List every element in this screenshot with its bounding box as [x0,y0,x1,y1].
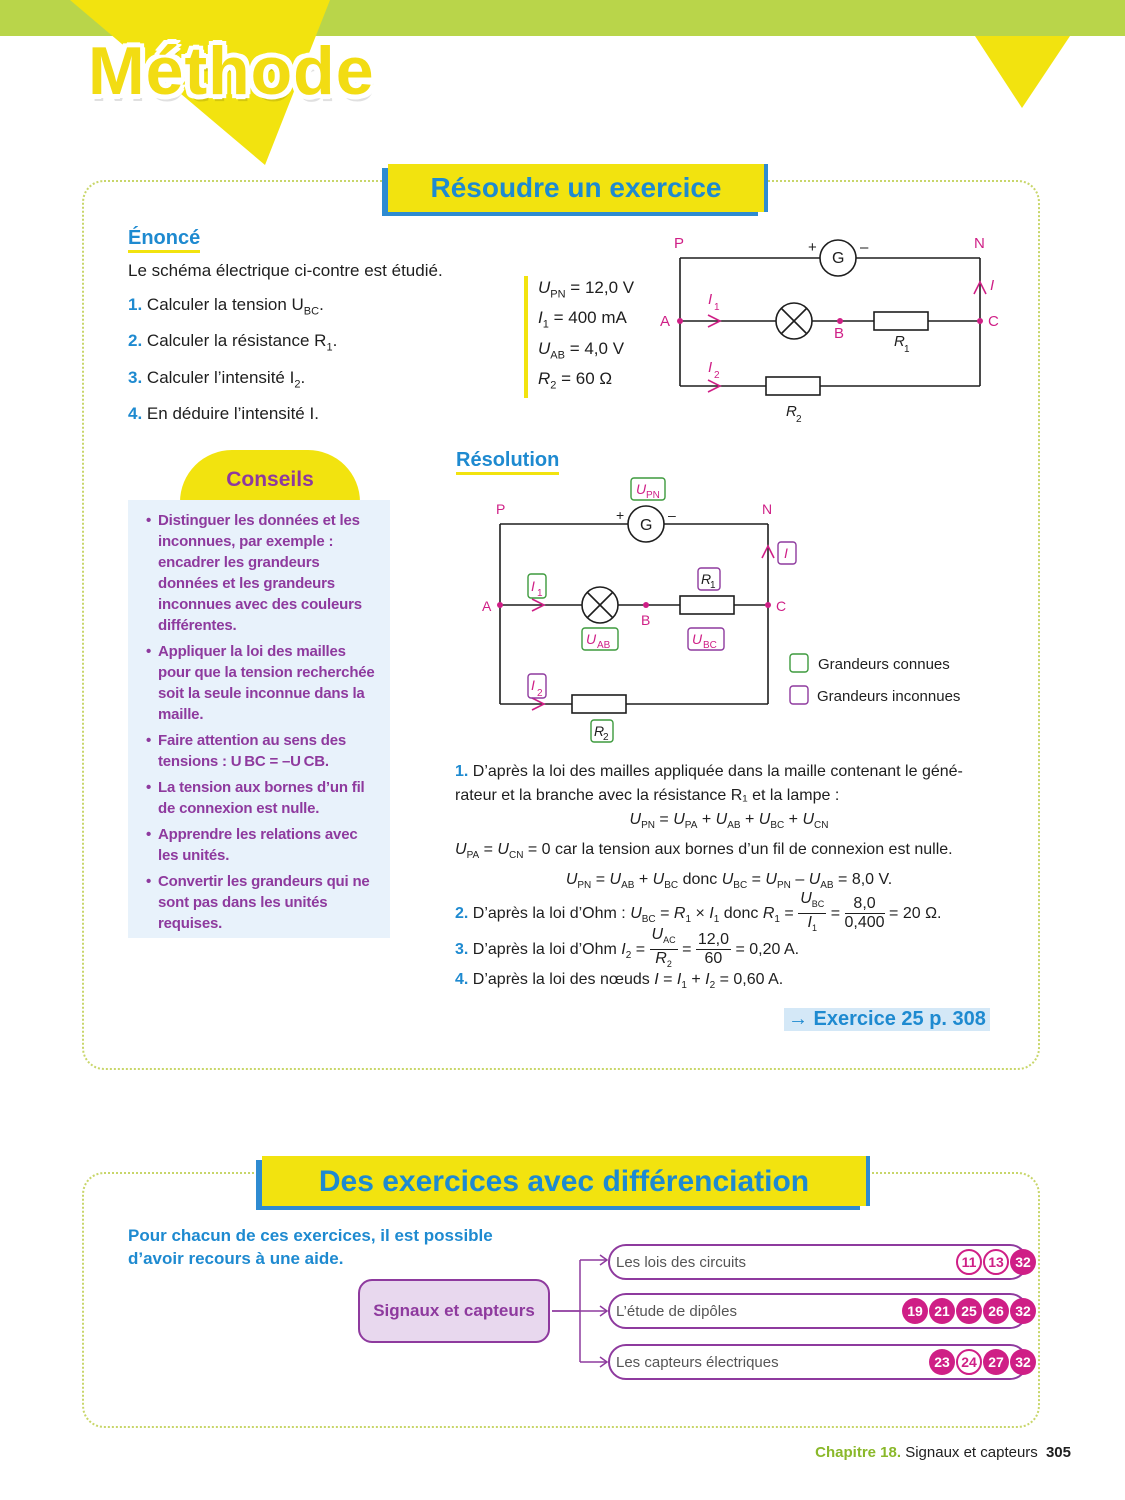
question-list [128,290,337,429]
exercise-badge[interactable]: 21 [929,1298,955,1324]
question-4: 4. En déduire l’intensité I. [128,404,319,424]
page-title: Méthode [88,33,375,109]
branch-label: Les lois des circuits [616,1254,747,1271]
exercise-badge[interactable]: 11 [956,1249,982,1275]
svg-text:1: 1 [710,580,716,591]
conseil-item: • Appliquer la loi des mailles pour que la tension recherchée soit la seule inconnue dans la maille. [158,641,376,725]
data-i1: $I_1 = 400$ mA [538,308,627,331]
page-footer [815,1444,1071,1461]
exercise-badge[interactable]: 24 [956,1349,982,1375]
branch-lois-circuits[interactable] [608,1244,1031,1280]
exercise-badge[interactable]: 19 [902,1298,928,1324]
svg-text:Grandeurs inconnues: Grandeurs inconnues [817,688,961,705]
exercise-badge[interactable]: 26 [983,1298,1009,1324]
conseils-heading: Conseils [180,450,360,502]
section-banner-differenciation [262,1156,866,1206]
svg-text:N: N [762,501,773,517]
svg-text:R: R [701,571,712,587]
branch-etude-dipoles[interactable] [608,1293,1031,1329]
svg-text:+: + [808,239,817,256]
svg-text:–: – [860,239,869,256]
conseil-item: • Apprendre les relations avec les unités. [158,824,376,866]
exercise-badge[interactable]: 27 [983,1349,1009,1375]
question-2: 2. Calculer la résistance $R_1$. [128,331,338,354]
enonce-intro: Le schéma électrique ci-contre est étudié. [128,261,443,280]
svg-text:I: I [708,359,713,376]
section-title: Résoudre un exercice [430,172,722,203]
svg-text:R: R [594,723,605,739]
page-number: 305 [1045,1444,1071,1461]
svg-text:I: I [990,277,995,294]
svg-text:–: – [668,507,676,523]
exercise-badge[interactable]: 32 [1010,1298,1036,1324]
conseil-item: • La tension aux bornes d’un fil de connexion est nulle. [158,777,376,819]
enonce-heading: Énoncé [128,226,200,253]
circuit-diagram-resolution [470,474,1010,754]
exercise-link[interactable]: → Exercice 25 p. 308 [784,1008,990,1031]
exercise-badge[interactable]: 32 [1010,1349,1036,1375]
svg-text:I: I [531,677,535,693]
branch-label: L’étude de dipôles [616,1303,737,1320]
exercise-badge[interactable]: 25 [956,1298,982,1324]
differenciation-intro: Pour chacun de ces exercices, il est possible d’avoir recours à une aide. [128,1226,493,1268]
svg-text:1: 1 [904,344,910,355]
badge-group [955,1249,1036,1275]
svg-text:G: G [640,517,653,534]
svg-text:1: 1 [537,588,543,599]
resolution-heading: Résolution [456,448,559,475]
step1-eq2: $U_{PA} = U_{CN} = 0$ car la tension aux bornes d’un fil de connexion est nulle. [455,841,953,862]
conseil-item: • Faire attention au sens des tensions : U BC = –U CB. [158,730,376,772]
svg-text:2: 2 [603,732,609,743]
conseils-box [128,500,390,938]
svg-text:2: 2 [796,414,802,425]
question-1: 1. Calculer la tension $U_{BC}$. [128,295,324,318]
svg-text:A: A [482,598,492,614]
step-3: 3. D’après la loi d’Ohm $I_2$ = $U_{AC}$ $R_2$ = $\frac{12,0}{60}$ = 0,20 A. [455,926,800,970]
svg-text:U: U [636,481,647,497]
step1-eq1: $U_{PN} = U_{PA} + U_{AB} + U_{BC} + U_{CN}$ [629,811,829,832]
question-3: 3. Calculer l’intensité $I_2$. [128,367,306,391]
conseil-item: • Distinguer les données et les inconnues, par exemple : encadrer les grandeurs données et les grandeurs inconnues avec des couleurs différentes. [158,510,376,636]
badge-group [928,1349,1036,1375]
svg-text:B: B [641,612,651,628]
data-r2: $R_2 = 60$ Ω [538,369,613,392]
section-banner-resoudre [388,164,764,212]
svg-text:P: P [496,501,506,517]
svg-text:P: P [674,235,685,252]
exercise-badge[interactable]: 32 [1010,1249,1036,1275]
svg-text:Grandeurs connues: Grandeurs connues [818,656,950,673]
svg-text:U: U [692,631,703,647]
exercise-badge[interactable]: 23 [929,1349,955,1375]
svg-text:I: I [708,291,713,308]
svg-text:A: A [660,313,671,330]
footer-chapter: Chapitre 18. [815,1444,902,1461]
tree-root: Signaux et capteurs [358,1279,550,1343]
svg-text:R: R [786,403,797,420]
data-upn: $U_{PN} = 12,0$ V [538,278,635,301]
svg-text:C: C [776,598,787,614]
svg-text:R: R [894,333,905,350]
given-data [524,276,671,398]
step-2: 2. D’après la loi d’Ohm : $U_{BC} = R_1 \times I_1$ donc $R_1$ = $U_{BC}$ $I_1$ = $\frac{8,0}{0,400}$ = 20 Ω. [455,890,942,934]
svg-text:AB: AB [597,640,611,651]
exercise-badge[interactable]: 13 [983,1249,1009,1275]
conseil-item: • Convertir les grandeurs qui ne sont pas dans les unités requises. [158,871,376,934]
svg-text:2: 2 [714,370,720,381]
svg-text:2: 2 [537,688,543,699]
branch-capteurs[interactable] [608,1344,1031,1380]
svg-text:+: + [616,507,625,523]
step-4: 4. D’après la loi des nœuds $I = I_1 + I_2 = 0,60$ A. [455,971,784,992]
svg-text:1: 1 [714,302,720,313]
svg-text:PN: PN [646,490,660,501]
svg-text:U: U [586,631,597,647]
branch-label: Les capteurs électriques [616,1354,779,1371]
step-1: 1. D’après la loi des mailles appliquée dans la maille contenant le géné- rateur et la branche avec la résistance R₁ et la lampe : $U_{PN} = U_{PA} + U_{AB} + U_{BC} + U_{CN}$ $U_{PA} = U_{CN} = 0$ car la tension aux bornes d’un fil de connexion est nulle. $U_{PN} = U_{AB} + U_{BC}$ donc $U_{BC} = U_{PN} - U_{AB} = 8,0$ V. [455,760,1003,899]
data-uab: $U_{AB} = 4,0$ V [538,338,625,362]
svg-text:I: I [784,545,788,561]
svg-text:BC: BC [703,640,717,651]
svg-text:B: B [834,325,845,342]
svg-text:N: N [974,235,985,252]
circuit-diagram-enonce [650,228,1030,428]
step1-eq3: $U_{PN} = U_{AB} + U_{BC}$ donc $U_{BC} = U_{PN} - U_{AB} = 8,0$ V. [565,871,893,892]
svg-text:C: C [988,313,999,330]
footer-subject: Signaux et capteurs [905,1444,1038,1461]
svg-text:G: G [832,250,845,267]
badge-group [901,1298,1036,1324]
section2-title: Des exercices avec différenciation [318,1165,810,1198]
svg-text:I: I [531,578,535,594]
